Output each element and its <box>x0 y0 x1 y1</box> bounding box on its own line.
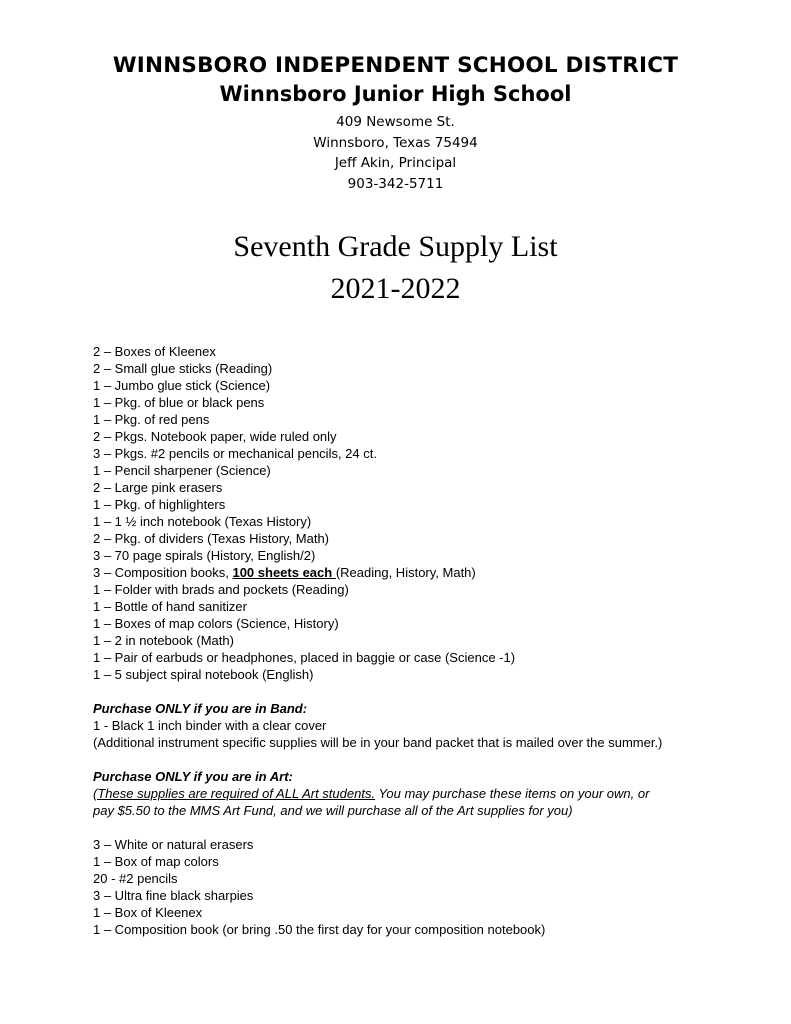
composition-emphasis: 100 sheets each <box>232 565 336 580</box>
school-address <box>0 112 791 194</box>
list-item: 1 – 1 ½ inch notebook (Texas History) <box>93 514 312 529</box>
school-name: Winnsboro Junior High School <box>219 82 572 106</box>
list-item: 1 – Pencil sharpener (Science) <box>93 463 271 478</box>
list-item: 2 – Large pink erasers <box>93 480 223 495</box>
list-item: 1 – Jumbo glue stick (Science) <box>93 378 271 393</box>
phone-number: 903-342-5711 <box>347 175 444 192</box>
band-note: (Additional instrument specific supplies will be in your band packet that is mailed over the summer.) <box>93 735 663 750</box>
art-note <box>93 785 753 802</box>
document-title <box>0 226 791 310</box>
title-line: Seventh Grade Supply List <box>233 230 558 263</box>
spacer <box>93 751 753 768</box>
band-heading: Purchase ONLY if you are in Band: <box>93 701 308 716</box>
address-street: 409 Newsome St. <box>336 114 455 130</box>
art-item: 1 – Box of map colors <box>93 854 219 869</box>
art-note-rest: You may purchase these items on your own, or <box>375 786 650 801</box>
art-item: 3 – White or natural erasers <box>93 837 254 852</box>
list-item: 1 – Boxes of map colors (Science, History) <box>93 616 339 631</box>
principal-name: Jeff Akin, Principal <box>334 155 457 171</box>
list-item-composition <box>93 564 753 581</box>
list-item: 2 – Small glue sticks (Reading) <box>93 361 273 376</box>
school-year: 2021-2022 <box>330 272 461 305</box>
list-item: 2 – Pkg. of dividers (Texas History, Math) <box>93 531 330 546</box>
district-name: WINNSBORO INDEPENDENT SCHOOL DISTRICT <box>112 53 679 78</box>
list-item: 1 – Pkg. of red pens <box>93 412 210 427</box>
list-item: 3 – Pkgs. #2 pencils or mechanical pencils, 24 ct. <box>93 446 377 461</box>
art-item: 1 – Box of Kleenex <box>93 905 203 920</box>
list-item: 1 – Pair of earbuds or headphones, placed in baggie or case (Science -1) <box>93 650 516 665</box>
art-item: 20 - #2 pencils <box>93 871 178 886</box>
art-note-required: (These supplies are required of ALL Art students. <box>93 786 376 801</box>
list-item: 1 – 2 in notebook (Math) <box>93 633 234 648</box>
composition-suffix: (Reading, History, Math) <box>335 565 476 580</box>
art-item: 1 – Composition book (or bring .50 the first day for your composition notebook) <box>93 922 546 937</box>
spacer <box>93 683 753 700</box>
list-item: 1 – Pkg. of highlighters <box>93 497 226 512</box>
art-heading: Purchase ONLY if you are in Art: <box>93 769 293 784</box>
supply-list <box>93 343 753 938</box>
list-item: 2 – Pkgs. Notebook paper, wide ruled only <box>93 429 337 444</box>
art-note-line2: pay $5.50 to the MMS Art Fund, and we will purchase all of the Art supplies for you) <box>93 803 573 818</box>
composition-prefix: 3 – Composition books, <box>93 565 233 580</box>
spacer <box>93 819 753 836</box>
letterhead <box>0 52 791 194</box>
list-item: 1 – 5 subject spiral notebook (English) <box>93 667 314 682</box>
address-city: Winnsboro, Texas 75494 <box>313 134 478 151</box>
list-item: 3 – 70 page spirals (History, English/2) <box>93 548 316 563</box>
art-item: 3 – Ultra fine black sharpies <box>93 888 254 903</box>
list-item: 2 – Boxes of Kleenex <box>93 344 216 359</box>
list-item: 1 – Folder with brads and pockets (Reading) <box>93 582 349 597</box>
band-item: 1 - Black 1 inch binder with a clear cover <box>93 718 327 733</box>
list-item: 1 – Bottle of hand sanitizer <box>93 599 247 614</box>
list-item: 1 – Pkg. of blue or black pens <box>93 395 265 410</box>
